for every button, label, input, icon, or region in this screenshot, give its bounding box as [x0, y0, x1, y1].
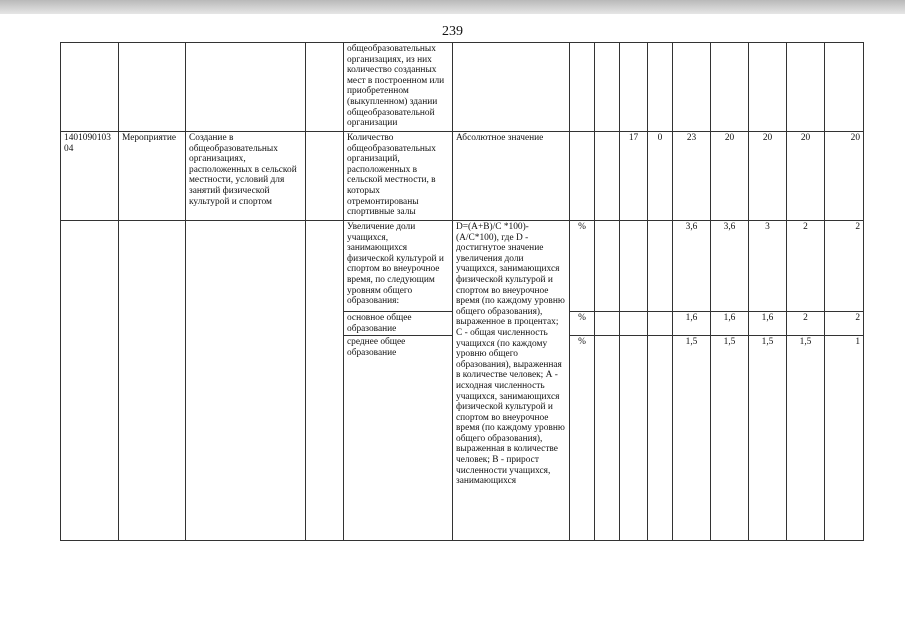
- cell-indicator: Увеличение доли учащихся, занимающихся физической культурой и спортом во внеурочное время, по следующим уровням общего образования:: [344, 221, 453, 312]
- table-row: [61, 132, 864, 221]
- cell-value: 20: [787, 132, 825, 221]
- scan-edge-shadow: [0, 0, 905, 14]
- cell-type: [119, 221, 186, 541]
- cell-value: 2: [787, 221, 825, 312]
- cell-empty: [306, 43, 344, 132]
- cell-value: [711, 43, 749, 132]
- cell-unit: [570, 132, 595, 221]
- cell-value: 1,5: [787, 336, 825, 541]
- cell-method: Абсолютное значение: [453, 132, 570, 221]
- cell-value: 17: [620, 132, 648, 221]
- cell-value: 1: [825, 336, 864, 541]
- cell-value: 3,6: [673, 221, 711, 312]
- cell-value: 1,6: [711, 312, 749, 336]
- cell-value: [595, 43, 620, 132]
- cell-value: [825, 43, 864, 132]
- cell-name: [186, 221, 306, 541]
- cell-unit: [570, 43, 595, 132]
- cell-value: 2: [825, 221, 864, 312]
- cell-value: 2: [787, 312, 825, 336]
- cell-value: [595, 221, 620, 312]
- cell-value: 3: [749, 221, 787, 312]
- cell-value: 3,6: [711, 221, 749, 312]
- cell-indicator: среднее общее образование: [344, 336, 453, 541]
- cell-unit: %: [570, 221, 595, 312]
- cell-value: 1,6: [749, 312, 787, 336]
- cell-unit: %: [570, 336, 595, 541]
- cell-value: 20: [749, 132, 787, 221]
- cell-method: D=(A+B)/C *100)-(A/C*100), где D - достигнутое значение увеличения доли учащихся, занимающихся физической культурой и спортом во внеурочное время (по каждому уровню общего образования), выраженное в процентах; С - общая численность учащихся (по каждому уровню общего образования), выраженная в количестве человек; А - исходная численность учащихся, занимающихся физической культурой и спортом во внеурочное время (по каждому уровню общего образования), выраженная в количестве человек; В - прирост численности учащихся, занимающихся: [453, 221, 570, 541]
- cell-value: 20: [825, 132, 864, 221]
- cell-value: [595, 312, 620, 336]
- cell-empty: [306, 221, 344, 541]
- cell-method: [453, 43, 570, 132]
- cell-code: [61, 221, 119, 541]
- cell-indicator: Количество общеобразовательных организаций, расположенных в сельской местности, в которых отремонтированы спортивные залы: [344, 132, 453, 221]
- cell-value: [673, 43, 711, 132]
- cell-value: [595, 336, 620, 541]
- table-row: [61, 43, 864, 132]
- cell-empty: [306, 132, 344, 221]
- cell-value: 1,5: [673, 336, 711, 541]
- cell-value: 20: [711, 132, 749, 221]
- cell-indicator: основное общее образование: [344, 312, 453, 336]
- cell-value: [648, 221, 673, 312]
- page-number: 239: [442, 24, 463, 39]
- table-row: [61, 221, 864, 312]
- cell-value: [595, 132, 620, 221]
- cell-value: [620, 43, 648, 132]
- cell-value: [648, 43, 673, 132]
- cell-value: [620, 312, 648, 336]
- cell-value: 2: [825, 312, 864, 336]
- program-table: [60, 42, 864, 541]
- cell-value: 0: [648, 132, 673, 221]
- cell-value: [787, 43, 825, 132]
- cell-value: [648, 336, 673, 541]
- cell-code: 1401090103 04: [61, 132, 119, 221]
- cell-value: 1,6: [673, 312, 711, 336]
- cell-type: Мероприятие: [119, 132, 186, 221]
- cell-value: [620, 336, 648, 541]
- cell-value: [620, 221, 648, 312]
- cell-value: [648, 312, 673, 336]
- cell-value: 23: [673, 132, 711, 221]
- cell-name: [186, 43, 306, 132]
- cell-code: [61, 43, 119, 132]
- cell-indicator: общеобразовательных организациях, из них количество созданных мест в построенном или приобретенном (выкупленном) здании общеобразовательной организации: [344, 43, 453, 132]
- cell-value: 1,5: [749, 336, 787, 541]
- cell-type: [119, 43, 186, 132]
- cell-value: 1,5: [711, 336, 749, 541]
- cell-unit: %: [570, 312, 595, 336]
- cell-name: Создание в общеобразовательных организациях, расположенных в сельской местности, условий для занятий физической культурой и спортом: [186, 132, 306, 221]
- cell-value: [749, 43, 787, 132]
